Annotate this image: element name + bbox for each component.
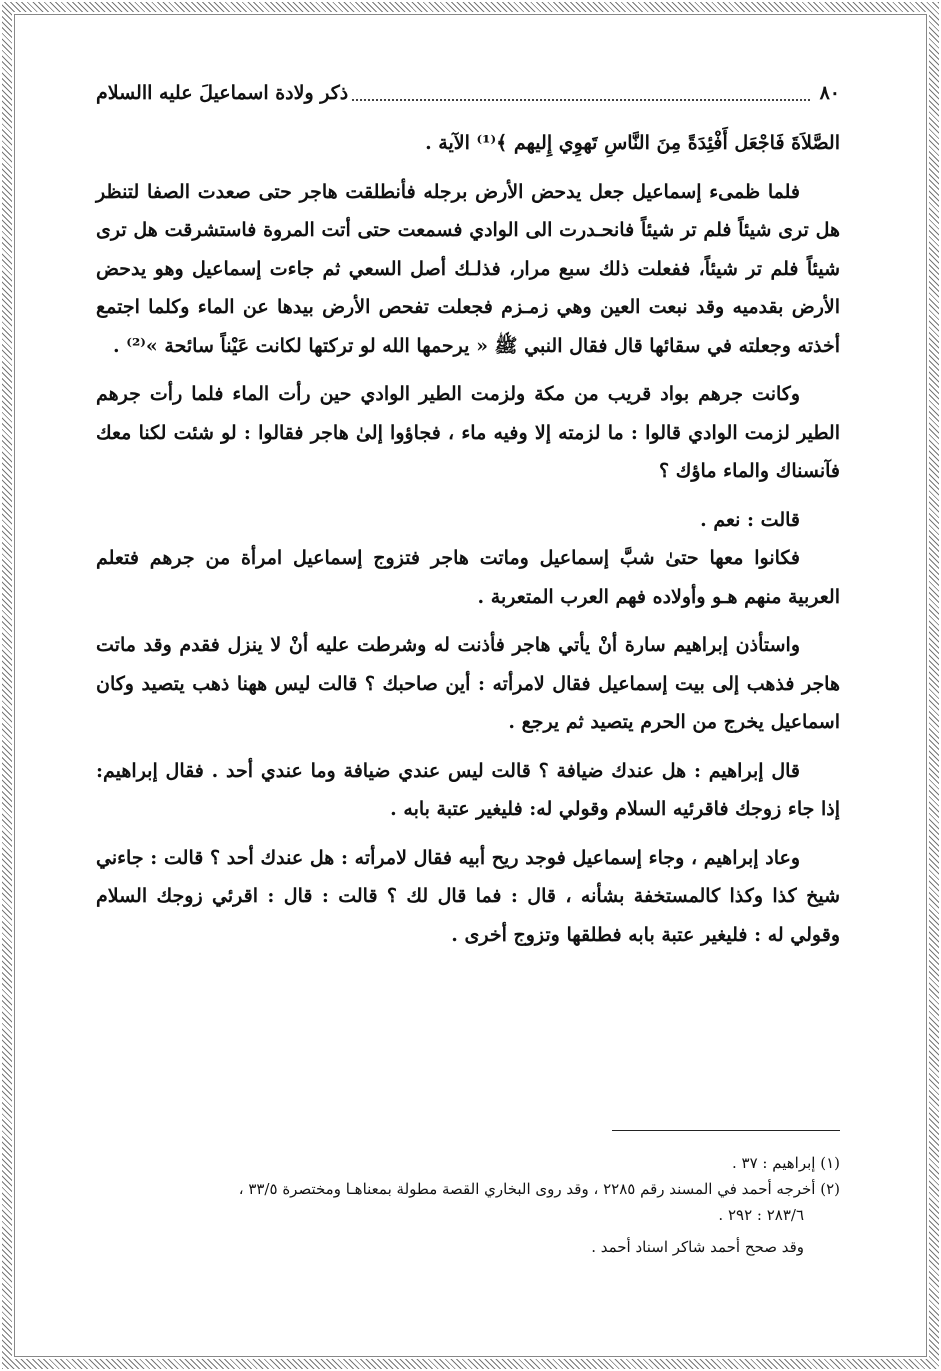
paragraph-reply: قالت : نعم . [700,508,800,531]
header-dotted-leader [352,85,809,101]
paragraph-quran-verse: الصَّلاَةَ فَاجْعَل أَفْئِدَةً مِنَ النَّاسِ تَهوِي إِليهم ﴾⁽¹⁾ الآية . [425,132,840,154]
paragraph-ibrahim-visit: واستأذن إبراهيم سارة أنْ يأتي هاجر فأذنت له وشرطت عليه أنْ لا ينزل فقدم وقد ماتت هاجر فذهب إلى بيت إسماعيل فقال لامرأته : أين صاحبك ؟ قالت ليس ههنا ذهب يتصيد وكان اسماعيل يخرج من الحرم يتصيد ثم يرجع . [96,634,840,733]
paragraph-jurhum: وكانت جرهم بواد قريب من مكة ولزمت الطير الوادي حين رأت الماء فلما رأت جرهم الطير لزمت الوادي قالوا : ما لزمته إلا وفيه ماء ، فجاؤوا إلىٰ هاجر فقالوا : لو شئت لكنا معك فآنسناك والماء ماؤك ؟ [96,383,840,482]
paragraph-hospitality: قال إبراهيم : هل عندك ضيافة ؟ قالت ليس عندي ضيافة وما عندي أحد . فقال إبراهيم: إذا جاء زوجك فاقرئيه السلام وقولي له: فليغير عتبة بابه . [96,759,840,820]
paragraph-return: وعاد إبراهيم ، وجاء إسماعيل فوجد ريح أبيه فقال لامرأته : هل عندك أحد ؟ قالت : جاءني شيخ كذا وكذا كالمستخفة بشأنه ، قال : فما قال لك ؟ قالت : قال : اقرئي زوجك السلام وقولي له : فليغير عتبة بابه فطلقها وتزوج أخرى . [96,846,840,946]
footnote-separator [612,1130,840,1131]
paragraph-ismail-marriage: فكانوا معها حتىٰ شبَّ إسماعيل وماتت هاجر فتزوج إسماعيل امرأة من جرهم فتعلم العربية منهم هـو وأولاده فهم العرب المتعربة . [96,547,840,608]
chapter-title: ذكر ولادة اسماعيلَ عليه االسلام [96,82,349,104]
footnotes [96,1150,840,1260]
paragraph-hajar-search: فلما ظمىء إسماعيل جعل يدحض الأرض برجله فأنطلقت هاجر حتى صعدت الصفا لتنظر هل ترى شيئاً فلم تر شيئاً فانحـدرت الى الوادي فسمعت حتى أتت المروة فاستشرقت هل ترى شيئاً فلم تر شيئاً، ففعلت ذلك سبع مرار، فذلـك أصل السعي ثم جاءت إسماعيل وهو يدحض الأرض بقدميه وقد نبعت العين وهي زمـزم فجعلت تفحص الأرض بيدها عن الماء وكلما اجتمع أخذته وجعلته في سقائها قال فقال النبي ﷺ « يرحمها الله لو تركتها لكانت عَيْناً سائحة »⁽²⁾ . [96,180,841,357]
page-number: ٨٠ [819,82,840,104]
footnote-2-continuation: ٢٨٣/٦ : ٢٩٢ . [718,1206,804,1224]
footnote-2: (٢) أخرجه أحمد في المسند رقم ٢٢٨٥ ، وقد روى البخاري القصة مطولة بمعناهـا ومختصرة ٣٣/٥ ، [238,1180,840,1198]
footnote-2-extra: وقد صحح أحمد شاكر اسناد أحمد . [591,1238,804,1256]
footnote-1: (١) إبراهيم : ٣٧ . [731,1154,840,1172]
running-header [96,78,840,108]
main-text [96,124,840,964]
